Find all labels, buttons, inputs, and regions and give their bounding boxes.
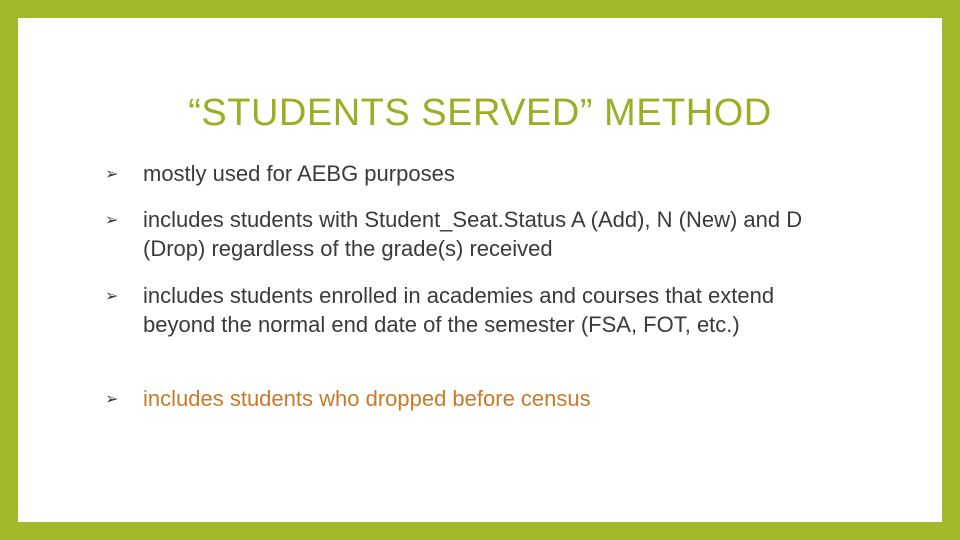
bullet-text: includes students enrolled in academies and courses that extend beyond the normal end date of the semester (FSA, FOT, etc.) [143, 283, 775, 337]
arrow-bullet-icon: ➢ [105, 164, 119, 183]
bullet-text: mostly used for AEBG purposes [143, 161, 455, 186]
bullet-text: includes students with Student_Seat.Status A (Add), N (New) and D (Drop) regardless of the grade(s) received [143, 207, 803, 261]
bullet-text-highlighted: includes students who dropped before census [143, 386, 591, 411]
arrow-bullet-icon: ➢ [105, 389, 119, 408]
arrow-bullet-icon: ➢ [105, 286, 119, 305]
slide-canvas [18, 18, 942, 522]
slide-title: “STUDENTS SERVED” METHOD [188, 92, 772, 134]
arrow-bullet-icon: ➢ [105, 210, 119, 229]
